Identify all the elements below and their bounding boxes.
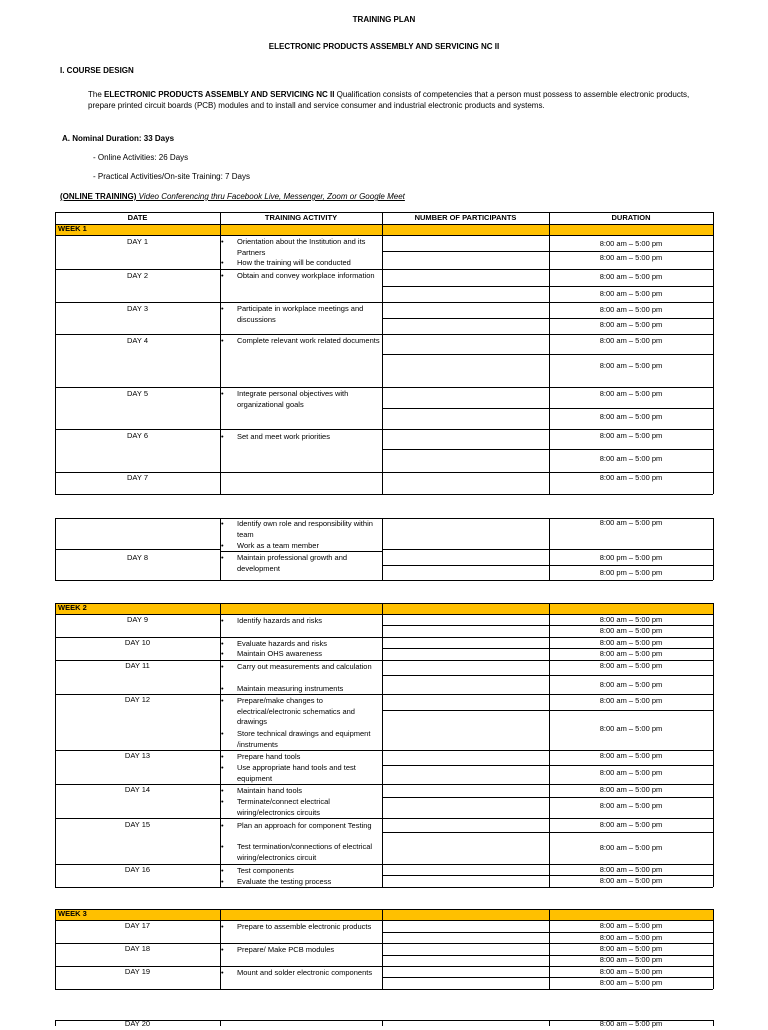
day-label: DAY 1 [127, 237, 148, 246]
duration-value: 8:00 am – 5:00 pm [599, 661, 663, 670]
duration-value: 8:00 am – 5:00 pm [599, 785, 663, 794]
day-label: DAY 8 [127, 553, 148, 562]
activity-item: • Test termination/connections of electrical wiring/electronics circuit [221, 842, 373, 862]
duration-value: 8:00 am – 5:00 pm [599, 518, 663, 527]
duration-value: 8:00 am – 5:00 pm [599, 473, 663, 482]
duration-value: 8:00 am – 5:00 pm [599, 389, 663, 398]
duration-value: 8:00 pm – 5:00 pm [599, 568, 663, 577]
header-duration: DURATION [611, 213, 651, 222]
duration-value: 8:00 am – 5:00 pm [599, 239, 663, 248]
online-activities: - Online Activities: 26 Days [93, 153, 189, 162]
activity-item: • Plan an approach for component Testing [221, 821, 372, 830]
week-label: WEEK 2 [58, 603, 87, 612]
duration-value: 8:00 am – 5:00 pm [599, 876, 663, 885]
day-label: DAY 19 [124, 967, 151, 976]
activity-item: • How the training will be conducted [221, 258, 351, 267]
activity-item: • Maintain OHS awareness [221, 649, 323, 658]
duration-value: 8:00 am – 5:00 pm [599, 933, 663, 942]
duration-value: 8:00 am – 5:00 pm [599, 615, 663, 624]
week-label: WEEK 3 [58, 909, 87, 918]
duration-value: 8:00 am – 5:00 pm [599, 412, 663, 421]
day-label: DAY 4 [127, 336, 148, 345]
day-label: DAY 10 [124, 638, 151, 647]
duration-value: 8:00 am – 5:00 pm [599, 820, 663, 829]
duration-value: 8:00 am – 5:00 pm [599, 272, 663, 281]
activity-item: • Set and meet work priorities [221, 432, 330, 441]
duration-value: 8:00 am – 5:00 pm [599, 638, 663, 647]
duration-value: 8:00 am – 5:00 pm [599, 431, 663, 440]
duration-value: 8:00 am – 5:00 pm [599, 944, 663, 953]
day-label: DAY 5 [127, 389, 148, 398]
activity-item: • Use appropriate hand tools and test equipment [221, 763, 356, 783]
duration-value: 8:00 am – 5:00 pm [599, 978, 663, 987]
duration-value: 8:00 am – 5:00 pm [599, 454, 663, 463]
duration-value: 8:00 am – 5:00 pm [599, 955, 663, 964]
duration-value: 8:00 pm – 5:00 pm [599, 553, 663, 562]
activity-item: • Maintain measuring instruments [221, 684, 344, 693]
duration-value: 8:00 am – 5:00 pm [599, 649, 663, 658]
duration-value: 8:00 am – 5:00 pm [599, 921, 663, 930]
duration-value: 8:00 am – 5:00 pm [599, 626, 663, 635]
activity-item: • Integrate personal objectives with organizational goals [221, 389, 349, 409]
header-activity: TRAINING ACTIVITY [264, 213, 338, 222]
activity-item: • Orientation about the Institution and its Partners [221, 237, 366, 257]
duration-value: 8:00 am – 5:00 pm [599, 336, 663, 345]
day-label: DAY 2 [127, 271, 148, 280]
duration-value: 8:00 am – 5:00 pm [599, 289, 663, 298]
activity-item: • Obtain and convey workplace information [221, 271, 375, 280]
activity-item: • Work as a team member [221, 541, 319, 550]
activity-item: • Evaluate the testing process [221, 877, 332, 886]
day-label: DAY 14 [124, 785, 151, 794]
duration-value: 8:00 am – 5:00 pm [599, 680, 663, 689]
activity-item: • Prepare/ Make PCB modules [221, 945, 335, 954]
activity-item: • Terminate/connect electrical wiring/electronics circuits [221, 797, 330, 817]
duration-value: 8:00 am – 5:00 pm [599, 724, 663, 733]
intro-paragraph: The ELECTRONIC PRODUCTS ASSEMBLY AND SERVICING NC II Qualification consists of competencies that a person must possess to assemble electronic products, prepare printed circuit boards (PCB) modules and to install and service consumer and industrial electronic products and systems. [88, 90, 690, 110]
activity-item: • Carry out measurements and calculation [221, 662, 372, 671]
day-label: DAY 3 [127, 304, 148, 313]
duration-value: 8:00 am – 5:00 pm [599, 305, 663, 314]
duration-value: 8:00 am – 5:00 pm [599, 253, 663, 262]
duration-value: 8:00 am – 5:00 pm [599, 865, 663, 874]
activity-item: • Identify hazards and risks [221, 616, 323, 625]
day-label: DAY 7 [127, 473, 148, 482]
duration-value: 8:00 am – 5:00 pm [599, 967, 663, 976]
duration-value: 8:00 am – 5:00 pm [599, 843, 663, 852]
activity-item: • Test components [221, 866, 294, 875]
header-date: DATE [127, 213, 148, 222]
activity-item: • Store technical drawings and equipment /instruments [221, 729, 371, 749]
day-label: DAY 13 [124, 751, 151, 760]
duration-value: 8:00 am – 5:00 pm [599, 320, 663, 329]
day-label: DAY 9 [127, 615, 148, 624]
activity-item: • Identify own role and responsibility within team [221, 519, 373, 539]
day-label: DAY 16 [124, 865, 151, 874]
duration-value: 8:00 am – 5:00 pm [599, 361, 663, 370]
day-label: DAY 12 [124, 695, 151, 704]
online-training-note: (ONLINE TRAINING) Video Conferencing thru Facebook Live, Messenger, Zoom or Google Meet [60, 192, 405, 201]
activity-item: • Mount and solder electronic components [221, 968, 373, 977]
nominal-duration: A. Nominal Duration: 33 Days [62, 134, 175, 143]
duration-value: 8:00 am – 5:00 pm [599, 696, 663, 705]
activity-item: • Prepare to assemble electronic products [221, 922, 372, 931]
day-label: DAY 6 [127, 431, 148, 440]
duration-value: 8:00 am – 5:00 pm [599, 801, 663, 810]
header-participants: NUMBER OF PARTICIPANTS [414, 213, 517, 222]
activity-item: • Maintain hand tools [221, 786, 303, 795]
duration-value: 8:00 am – 5:00 pm [599, 751, 663, 760]
document-subtitle: ELECTRONIC PRODUCTS ASSEMBLY AND SERVICING NC II [268, 42, 500, 51]
practical-activities: - Practical Activities/On-site Training: 7 Days [93, 172, 250, 181]
activity-item: • Evaluate hazards and risks [221, 639, 328, 648]
section-heading: I. COURSE DESIGN [60, 66, 134, 75]
day-label: DAY 17 [124, 921, 151, 930]
duration-value: 8:00 am – 5:00 pm [599, 768, 663, 777]
day-label: DAY 20 [124, 1019, 151, 1028]
document-title: TRAINING PLAN [352, 15, 416, 24]
day-label: DAY 11 [125, 661, 150, 670]
week-label: WEEK 1 [58, 224, 87, 233]
activity-item: • Complete relevant work related documents [221, 336, 380, 345]
day-label: DAY 15 [124, 820, 151, 829]
day-label: DAY 18 [124, 944, 151, 953]
activity-item: • Prepare hand tools [221, 752, 301, 761]
activity-item: • Participate in workplace meetings and discussions [221, 304, 364, 324]
activity-item: • Maintain professional growth and development [221, 553, 348, 573]
duration-value: 8:00 am – 5:00 pm [599, 1019, 663, 1028]
activity-item: • Prepare/make changes to electrical/electronic schematics and drawings [221, 696, 355, 726]
